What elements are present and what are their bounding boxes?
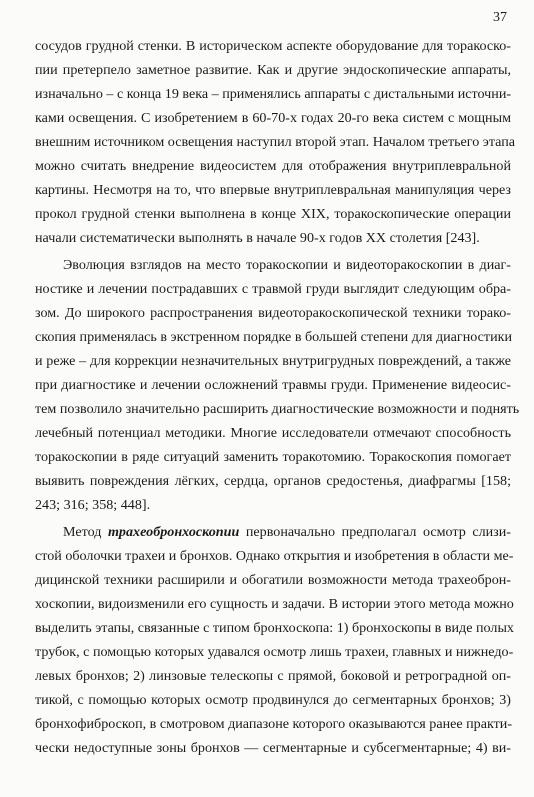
paragraph-2-line: Эволюция взглядов на место торакоскопии и видеоторакоскопии в диаг- [63,257,511,273]
paragraph-3-first-line [63,523,511,541]
paragraph-2-line: зом. До широкого распространения видеоторакоскопической техники торако- [35,305,511,321]
paragraph-1-line: картины. Несмотря на то, что впервые внутриплевральная манипуляция через [35,182,511,198]
paragraph-1-line: ками освещения. С изобретением в 60-70-х годах 20-го века систем с мощным [35,110,511,126]
paragraph-2-line: и реже – для коррекции незначительных внутригрудных повреждений, а также [35,353,511,369]
paragraph-3-line: выделить этапы, связанные с типом бронхоскопа: 1) бронхоскопы в виде полых [35,620,514,636]
paragraph-1-line: можно считать внедрение видеосистем для отображения внутриплевральной [35,158,511,174]
paragraph-3-line: дицинской техники расширили и обогатили возможности метода трахеоброн- [35,572,511,588]
paragraph-2-line: лечебный потенциал методики. Многие исследователи отмечают способность [35,425,511,441]
paragraph-3-line: бронхофиброскоп, в смотровом диапазоне которого оказываются ранее практи- [35,716,513,732]
paragraph-3-line: тикой, с помощью которых осмотр продвинулся до сегментарных бронхов; 3) [35,692,511,708]
paragraph-1-line: внешним источником освещения наступил второй этап. Началом третьего этапа [35,134,516,150]
paragraph-3-lead-text: Метод [63,524,108,540]
paragraph-2-line: торакоскопии в ряде ситуаций заменить торакотомию. Торакоскопия помогает [35,449,511,465]
paragraph-1-line: пии претерпело заметное развитие. Как и другие эндоскопические аппараты, [35,62,511,78]
paragraph-1-line: прокол грудной стенки выполнена в конце XIX, торакоскопические операции [35,206,511,222]
paragraph-3-line: трубок, с помощью которых удавался осмотр лишь трахеи, главных и нижнедо- [35,644,514,660]
paragraph-3-line: чески недоступные зоны бронхов — сегментарные и субсегментарные; 4) ви- [35,740,511,756]
paragraph-2-line: при диагностике и лечении осложнений травмы груди. Применение видеосис- [35,377,511,393]
paragraph-3-term: трахеобронхоскопии [107,524,240,540]
page-number: 37 [493,10,507,25]
paragraph-1-line: начали систематически выполнять в начале 90-х годов XX столетия [243]. [35,230,480,246]
paragraph-3-line: хоскопии, видоизменили его сущность и задачи. В истории этого метода можно [35,596,514,612]
paragraph-3-line: левых бронхов; 2) линзовые телескопы с прямой, боковой и ретроградной оп- [35,668,511,684]
paragraph-2-line: тем позволило значительно расширить диагностические возможности и поднять [35,401,520,417]
paragraph-3-line: стой оболочки трахеи и бронхов. Однако открытия и изобретения в области ме- [35,548,514,564]
paragraph-2-line: скопия применялась в экстренном порядке в большей степени для диагностики [35,329,512,345]
paragraph-2-line: 243; 316; 358; 448]. [35,497,151,513]
paragraph-1-line: сосудов грудной стенки. В историческом аспекте оборудование для торакоско- [35,38,511,54]
paragraph-1-line: изначально – с конца 19 века – применялись аппараты с дистальными источни- [35,86,512,102]
paragraph-3-trailing-text: первоначально предполагал осмотр слизи- [239,524,511,540]
paragraph-2-line: выявить повреждения лёгких, сердца, органов средостенья, диафрагмы [158; [35,473,511,489]
paragraph-2-line: ностике и лечении пострадавших с травмой груди выглядит следующим обра- [35,281,511,297]
